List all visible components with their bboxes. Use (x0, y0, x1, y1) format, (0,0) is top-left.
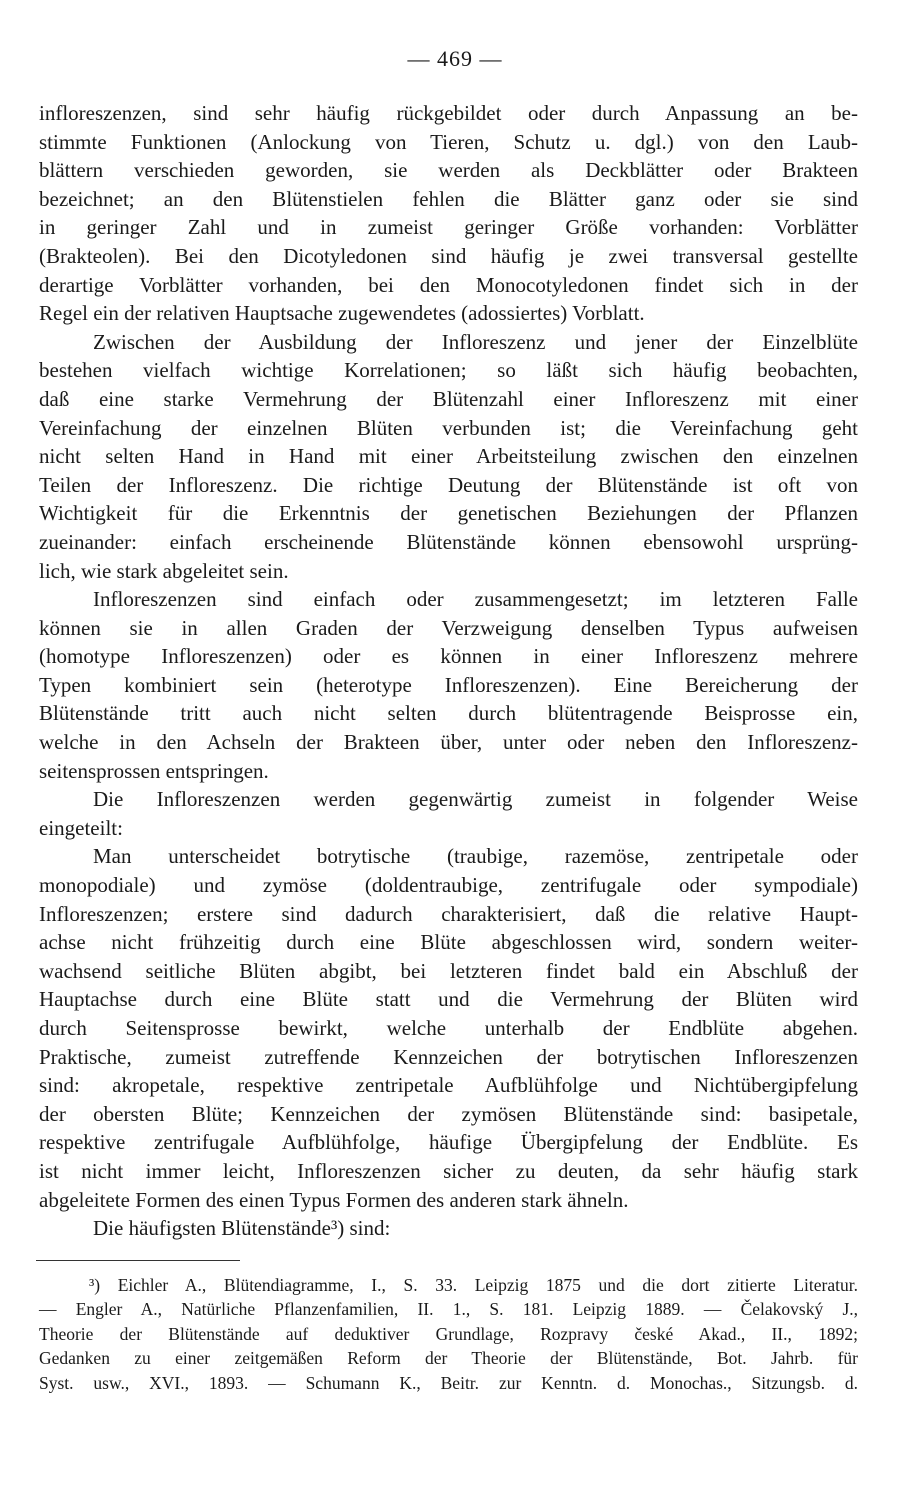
text-line: ist nicht immer leicht, Infloreszenzen sicher zu deuten, da sehr häufig stark (39, 1158, 858, 1183)
text-line: durch Seitensprosse bewirkt, welche unterhalb der Endblüte abgehen. (39, 1016, 858, 1040)
footnote-line: Theorie der Blütenstände auf deduktiver Grundlage, Rozpravy české Akad., II., 1892; (39, 1323, 858, 1344)
text-line: können sie in allen Graden der Verzweigung denselben Typus aufweisen (39, 615, 858, 640)
footnote-separator (36, 1260, 240, 1261)
text-line: Die häufigsten Blütenstände³) sind: (93, 1216, 391, 1241)
text-line: monopodiale) und zymöse (doldentraubige, zentrifugale oder sympodiale) (39, 873, 858, 898)
text-line: stimmte Funktionen (Anlockung von Tieren, Schutz u. dgl.) von den Laub- (39, 129, 858, 154)
text-line: zueinander: einfach erscheinende Blütenstände können ebensowohl ursprüng- (39, 529, 858, 554)
text-line: (homotype Infloreszenzen) oder es können in einer Infloreszenz mehrere (39, 644, 858, 669)
footnotes (39, 1273, 858, 1395)
footnote-line: Gedanken zu einer zeitgemäßen Reform der Theorie der Blütenstände, Bot. Jahrb. für (39, 1348, 858, 1369)
text-line: Teilen der Infloreszenz. Die richtige Deutung der Blütenstände ist oft von (39, 472, 858, 497)
page-number: — 469 — (407, 46, 503, 71)
text-line: seitensprossen entspringen. (39, 758, 269, 783)
text-line: achse nicht frühzeitig durch eine Blüte abgeschlossen wird, sondern weiter- (39, 930, 858, 955)
text-line: Regel ein der relativen Hauptsache zugewendetes (adossiertes) Vorblatt. (39, 301, 645, 326)
text-line: bezeichnet; an den Blütenstielen fehlen die Blätter ganz oder sie sind (39, 186, 858, 211)
text-line: der obersten Blüte; Kennzeichen der zymösen Blütenstände sind: basipetale, (39, 1101, 858, 1126)
text-line: daß eine starke Vermehrung der Blütenzahl einer Infloreszenz mit einer (39, 386, 858, 411)
text-line: nicht selten Hand in Hand mit einer Arbeitsteilung zwischen den einzelnen (39, 444, 858, 469)
text-line: sind: akropetale, respektive zentripetale Aufblühfolge und Nichtübergipfelung (39, 1073, 858, 1098)
text-line: Wichtigkeit für die Erkenntnis der genetischen Beziehungen der Pflanzen (39, 501, 858, 526)
text-line: Man unterscheidet botrytische (traubige, razemöse, zentripetale oder (93, 844, 858, 869)
text-line: Blütenstände tritt auch nicht selten durch blütentragende Beisprosse ein, (39, 701, 858, 726)
text-line: Praktische, zumeist zutreffende Kennzeichen der botrytischen Infloreszenzen (39, 1044, 858, 1069)
text-line: infloreszenzen, sind sehr häufig rückgebildet oder durch Anpassung an be- (39, 101, 858, 125)
text-line: lich, wie stark abgeleitet sein. (39, 558, 289, 583)
text-line: Zwischen der Ausbildung der Infloreszenz und jener der Einzelblüte (93, 329, 858, 354)
text-line: respektive zentrifugale Aufblühfolge, häufige Übergipfelung der Endblüte. Es (39, 1130, 858, 1155)
text-line: bestehen vielfach wichtige Korrelationen; so läßt sich häufig beobachten, (39, 358, 858, 383)
footnote-line: — Engler A., Natürliche Pflanzenfamilien, II. 1., S. 181. Leipzig 1889. — Čelakovský J., (39, 1299, 858, 1320)
text-line: Infloreszenzen; erstere sind dadurch charakterisiert, daß die relative Haupt- (39, 901, 858, 926)
text-line: welche in den Achseln der Brakteen über, unter oder neben den Infloreszenz- (39, 730, 858, 755)
body-text (39, 99, 858, 1243)
footnote-line: Syst. usw., XVI., 1893. — Schumann K., Beitr. zur Kenntn. d. Monochas., Sitzungsb. d. (39, 1372, 858, 1393)
text-line: blättern verschieden geworden, sie werden als Deckblätter oder Brakteen (39, 158, 858, 183)
text-line: derartige Vorblätter vorhanden, bei den Monocotyledonen findet sich in der (39, 272, 858, 297)
text-line: Die Infloreszenzen werden gegenwärtig zumeist in folgender Weise (93, 787, 858, 812)
footnote-line: ³) Eichler A., Blütendiagramme, I., S. 33. Leipzig 1875 und die dort zitierte Literatur. (89, 1275, 858, 1295)
text-line: eingeteilt: (39, 815, 123, 840)
text-line: Vereinfachung der einzelnen Blüten verbunden ist; die Vereinfachung geht (39, 415, 858, 440)
text-line: in geringer Zahl und in zumeist geringer Größe vorhanden: Vorblätter (39, 215, 858, 240)
text-line: abgeleitete Formen des einen Typus Formen des anderen stark ähneln. (39, 1187, 629, 1212)
text-line: Infloreszenzen sind einfach oder zusammengesetzt; im letzteren Falle (93, 587, 858, 612)
text-line: Hauptachse durch eine Blüte statt und die Vermehrung der Blüten wird (39, 987, 858, 1012)
text-line: Typen kombiniert sein (heterotype Infloreszenzen). Eine Bereicherung der (39, 672, 858, 697)
text-line: wachsend seitliche Blüten abgibt, bei letzteren findet bald ein Abschluß der (39, 958, 858, 983)
text-line: (Brakteolen). Bei den Dicotyledonen sind häufig je zwei transversal gestellte (39, 243, 858, 268)
